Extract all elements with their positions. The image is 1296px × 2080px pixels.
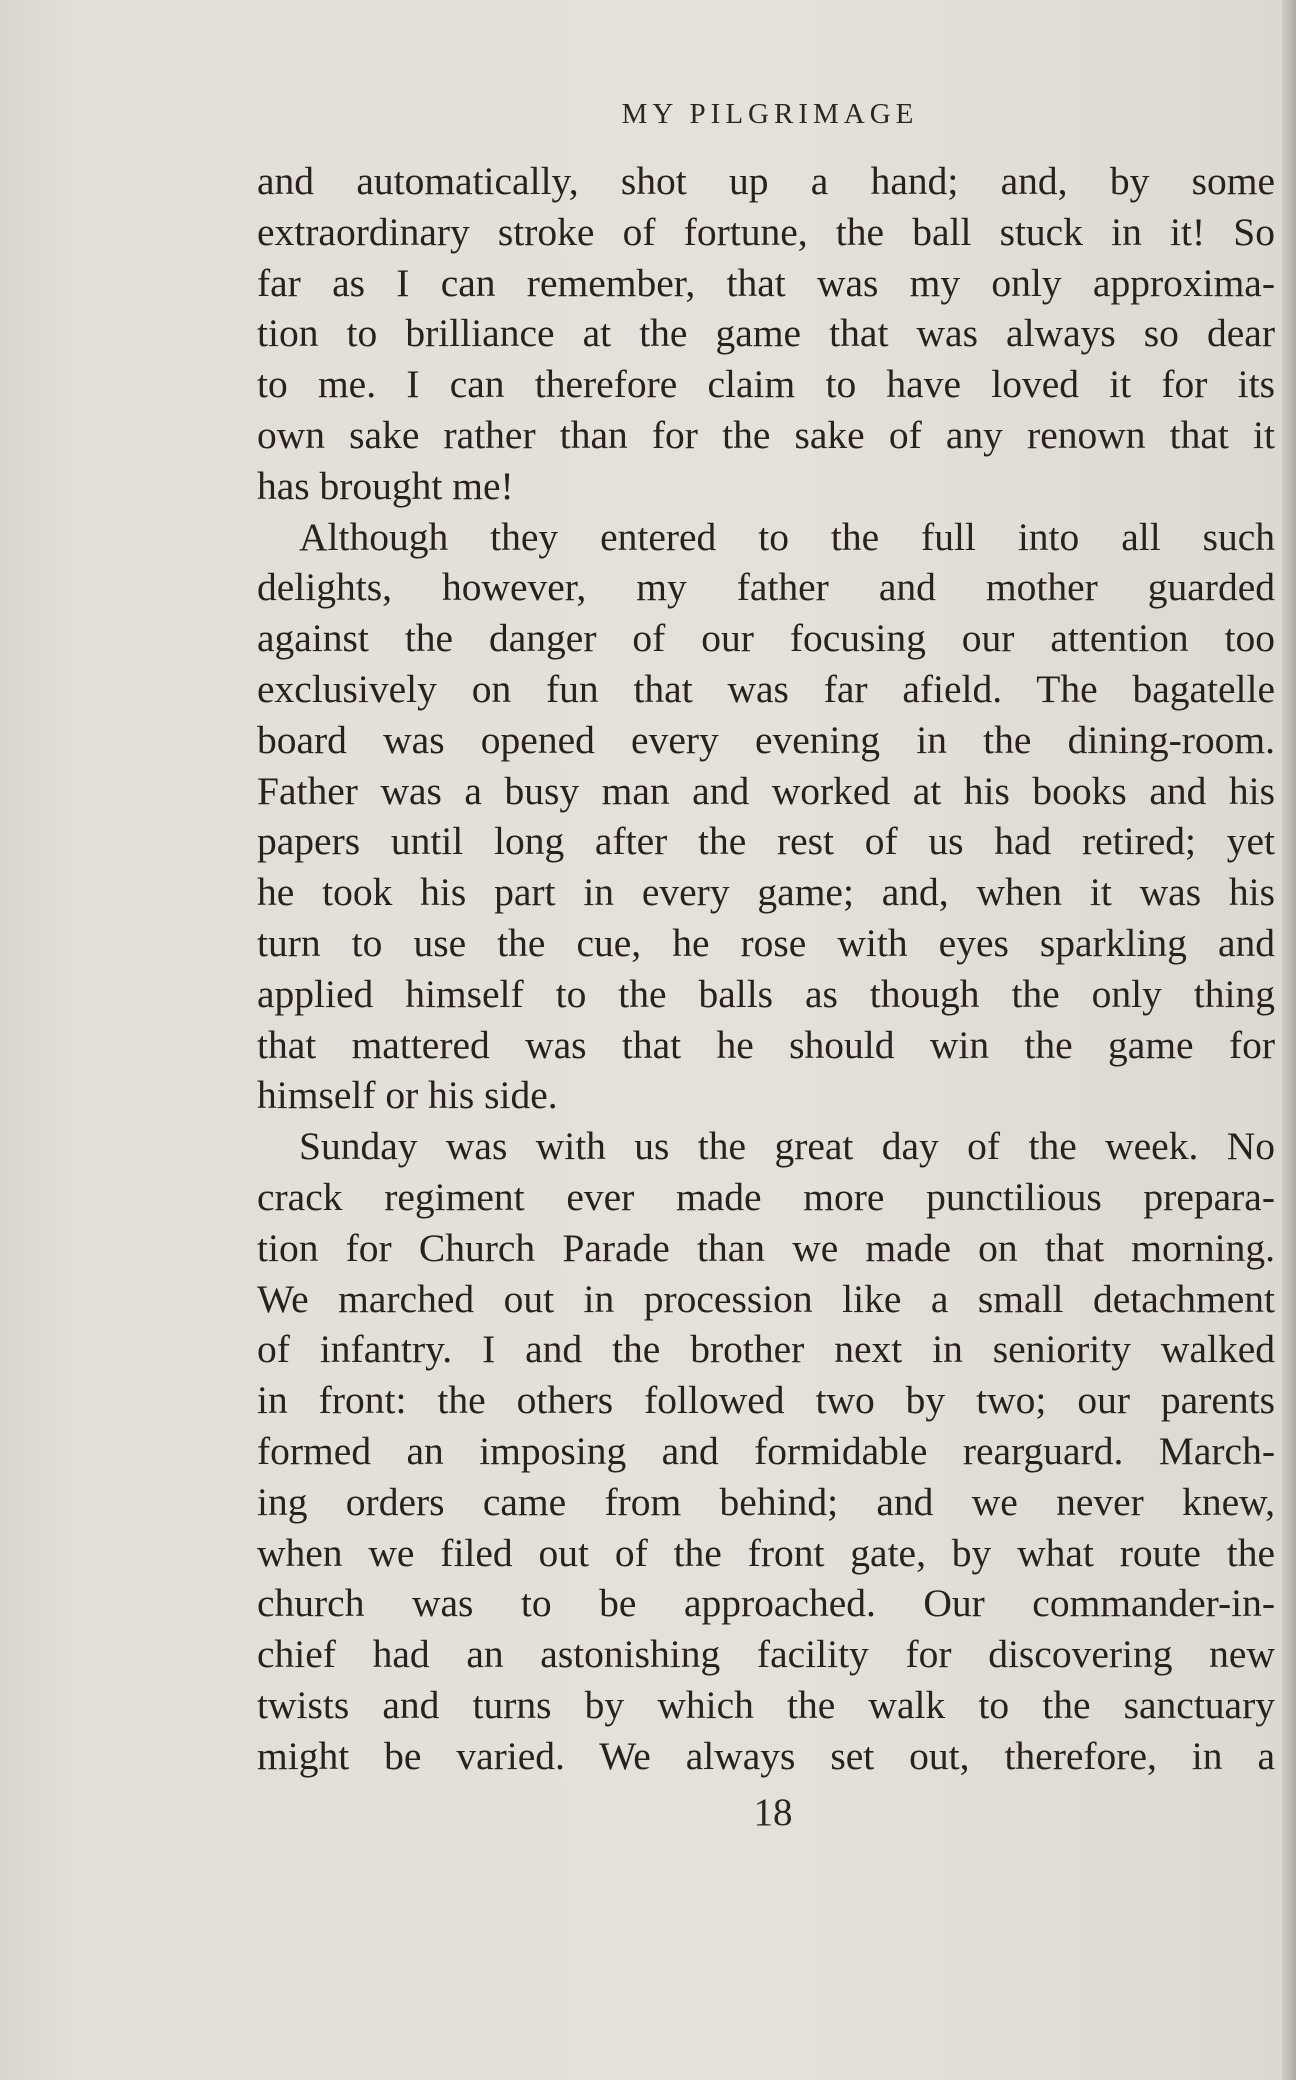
- paragraph-first-line: Sunday was with us the great day of the week. No: [299, 1124, 1275, 1169]
- text-line: against the danger of our focusing our attention too: [257, 616, 1275, 661]
- text-line: of infantry. I and the brother next in seniority walked: [257, 1327, 1275, 1372]
- text-line: himself or his side.: [257, 1073, 558, 1118]
- text-line: applied himself to the balls as though the only thing: [257, 971, 1275, 1016]
- text-line: own sake rather than for the sake of any renown that it: [257, 412, 1275, 457]
- text-line: has brought me!: [257, 463, 514, 508]
- text-line: crack regiment ever made more punctilious prepara-: [257, 1174, 1275, 1219]
- text-line: and automatically, shot up a hand; and, by some: [257, 159, 1275, 203]
- text-line: ing orders came from behind; and we never knew,: [257, 1479, 1275, 1524]
- text-line: might be varied. We always set out, therefore, in a: [257, 1733, 1275, 1778]
- text-line: formed an imposing and formidable rearguard. March-: [257, 1428, 1275, 1473]
- page-number: 18: [753, 1791, 793, 1834]
- text-line: chief had an astonishing facility for discovering new: [257, 1632, 1275, 1677]
- text-line: to me. I can therefore claim to have loved it for its: [257, 362, 1275, 407]
- running-head: MY PILGRIMAGE: [621, 98, 919, 130]
- body-text: [257, 156, 1275, 1782]
- text-line: that mattered was that he should win the game for: [257, 1022, 1275, 1067]
- text-line: exclusively on fun that was far afield. The bagatelle: [257, 666, 1275, 711]
- page-edge: [1282, 0, 1296, 2080]
- text-line: twists and turns by which the walk to the sanctuary: [257, 1682, 1275, 1727]
- text-line: We marched out in procession like a small detachment: [257, 1276, 1275, 1321]
- text-line: turn to use the cue, he rose with eyes sparkling and: [257, 920, 1275, 965]
- text-line: board was opened every evening in the dining-room.: [257, 717, 1275, 762]
- text-line: far as I can remember, that was my only approxima-: [257, 260, 1275, 305]
- text-line: he took his part in every game; and, when it was his: [257, 870, 1275, 915]
- text-line: when we filed out of the front gate, by what route the: [257, 1530, 1275, 1575]
- text-line: delights, however, my father and mother guarded: [257, 565, 1275, 610]
- text-line: tion to brilliance at the game that was always so dear: [257, 311, 1275, 356]
- text-line: papers until long after the rest of us had retired; yet: [257, 819, 1275, 864]
- text-line: church was to be approached. Our commander-in-: [257, 1581, 1275, 1626]
- text-line: in front: the others followed two by two; our parents: [257, 1378, 1275, 1423]
- text-line: extraordinary stroke of fortune, the ball stuck in it! So: [257, 209, 1275, 254]
- text-line: Father was a busy man and worked at his books and his: [257, 768, 1275, 813]
- text-line: tion for Church Parade than we made on that morning.: [257, 1225, 1275, 1270]
- paragraph-first-line: Although they entered to the full into all such: [299, 514, 1275, 559]
